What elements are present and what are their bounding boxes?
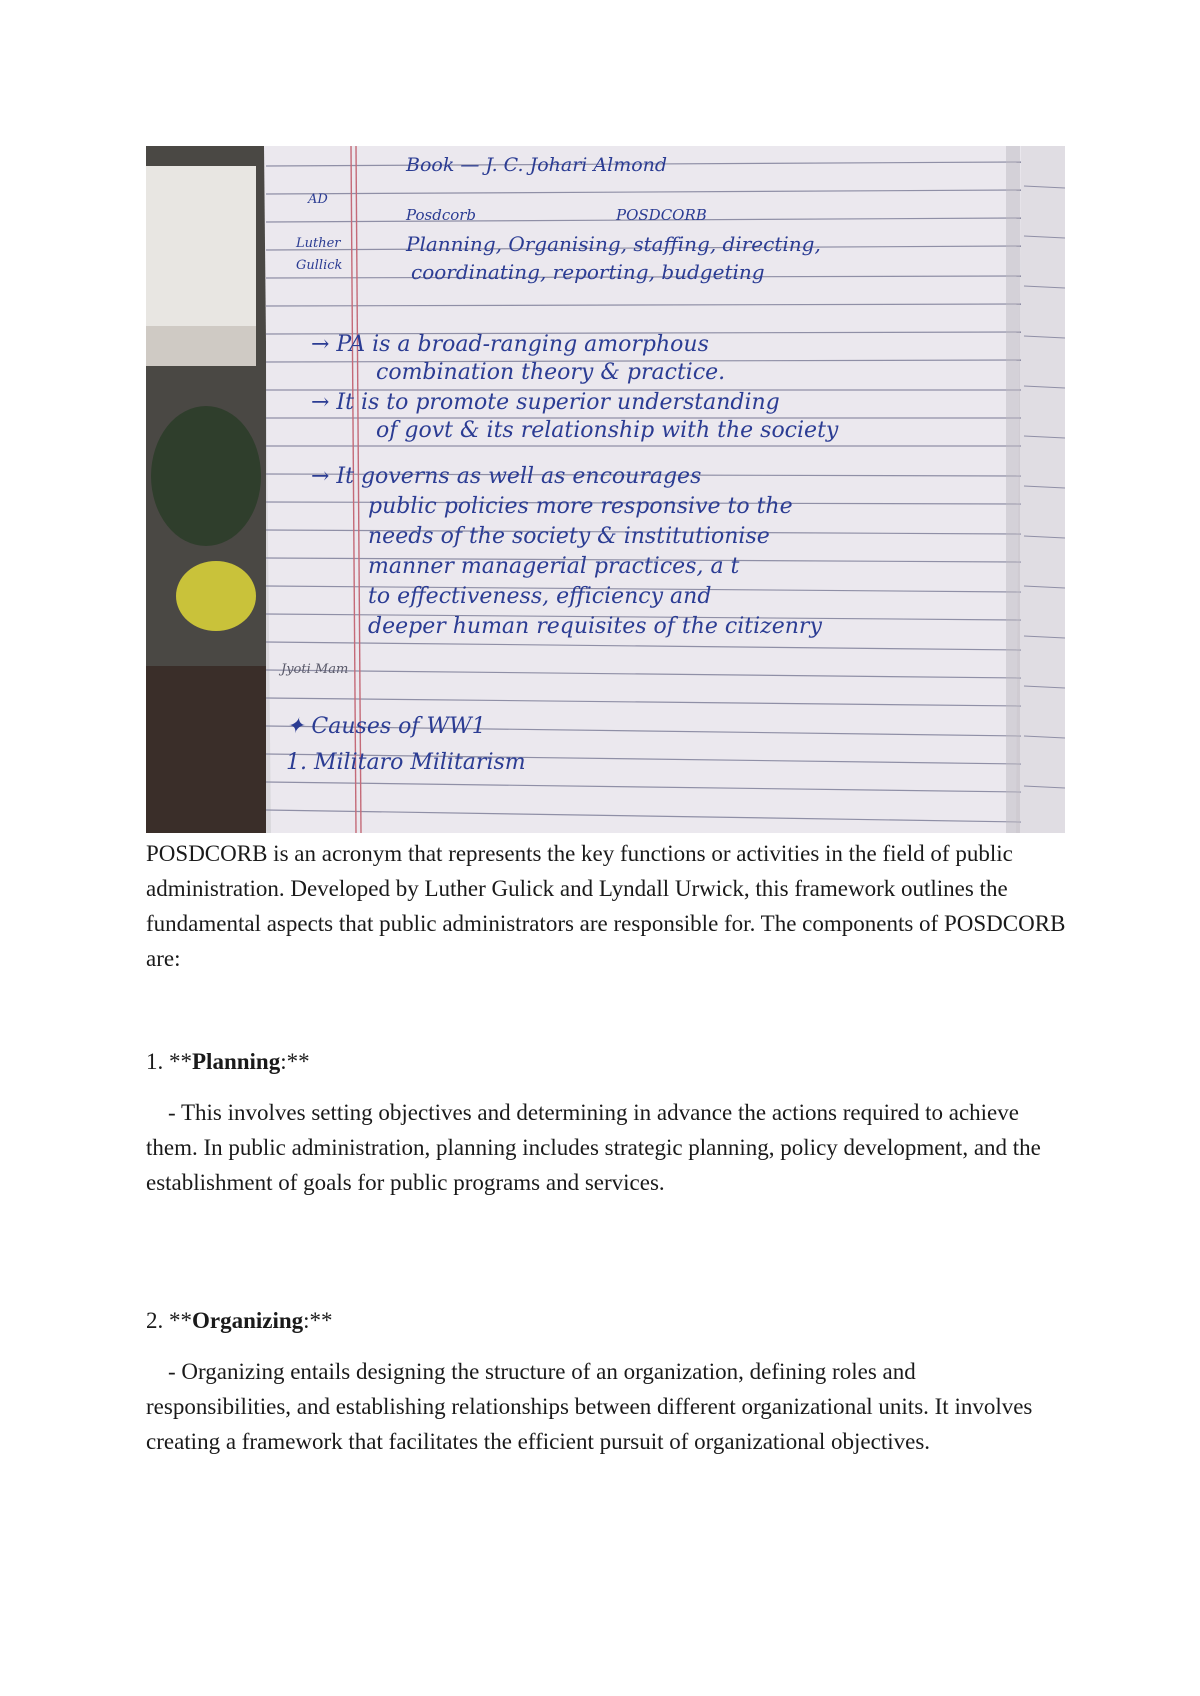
governs-line-4: manner managerial practices, a t [368, 554, 740, 579]
governs-line-1: → It governs as well as encourages [311, 464, 702, 489]
pa-line-1: → PA is a broad-ranging amorphous [311, 332, 709, 357]
promote-line-2: of govt & its relationship with the society [376, 418, 839, 443]
intro-paragraph: POSDCORB is an acronym that represents the key functions or activities in the field of public administration. Developed by Luther Gulick and Lyndall Urwick, this framework outlines the fundamental aspects that public administrators are responsible for. The components of POSDCORB are: [146, 841, 1066, 971]
ad-note: AD [308, 192, 328, 207]
signature-note: Jyoti Mam [281, 662, 349, 677]
functions-line-1: Planning, Organising, staffing, directing, [406, 232, 821, 256]
item-term: Planning [192, 1049, 281, 1074]
markdown-open: ** [169, 1049, 192, 1074]
markdown-close: :** [280, 1049, 310, 1074]
item-organizing-heading [146, 1303, 1066, 1338]
item-planning-heading [146, 1044, 1066, 1079]
militarism-line: 1. Militaro Militarism [286, 750, 526, 775]
item-planning-body: - This involves setting objectives and determining in advance the actions required to achieve them. In public administration, planning includes strategic planning, policy development, and the establishment of goals for public programs and services. [146, 1100, 1041, 1195]
notebook-photo [146, 146, 1065, 833]
promote-line-1: → It is to promote superior understanding [311, 390, 780, 415]
item-number: 2. [146, 1308, 169, 1333]
item-organizing-body: - Organizing entails designing the structure of an organization, defining roles and responsibilities, and establishing relationships between different organizational units. It involves creating a framework that facilitates the efficient pursuit of organizational objectives. [146, 1359, 1033, 1454]
posdcorb-heading: POSDCORB [616, 206, 707, 224]
functions-line-2: coordinating, reporting, budgeting [411, 260, 765, 284]
gullick-note: Gullick [296, 258, 343, 273]
governs-line-5: to effectiveness, efficiency and [368, 584, 712, 609]
governs-line-6: deeper human requisites of the citizenry [368, 614, 822, 639]
markdown-open: ** [169, 1308, 192, 1333]
causes-heading: ✦ Causes of WW1 [286, 714, 486, 739]
governs-line-2: public policies more responsive to the [368, 494, 793, 519]
luther-note: Luther [296, 236, 341, 251]
posdcorb-scrawl: Posdcorb [406, 206, 477, 224]
governs-line-3: needs of the society & institutionise [368, 524, 770, 549]
item-number: 1. [146, 1049, 169, 1074]
item-term: Organizing [192, 1308, 304, 1333]
book-reference-line: Book — J. C. Johari Almond [406, 154, 668, 176]
pa-line-2: combination theory & practice. [376, 360, 726, 385]
markdown-close: :** [303, 1308, 333, 1333]
